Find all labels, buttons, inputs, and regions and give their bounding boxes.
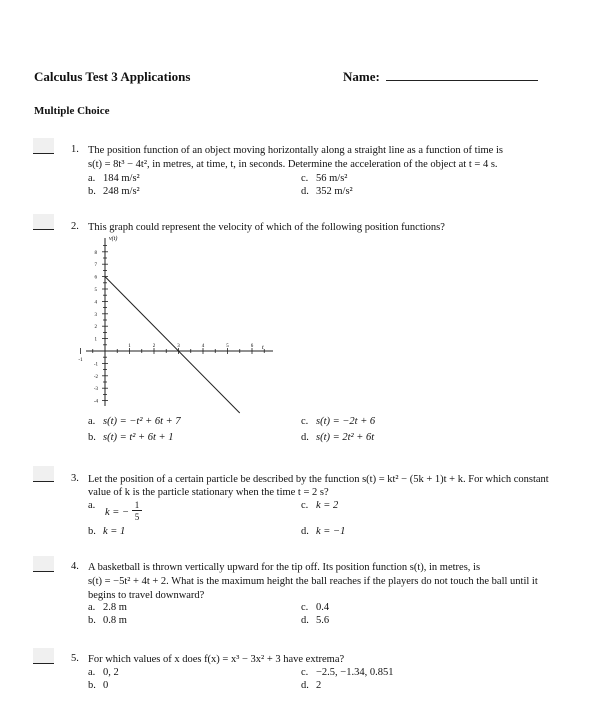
- option-text: s(t) = −t² + 6t + 7: [103, 416, 181, 427]
- section-title: Multiple Choice: [34, 105, 110, 117]
- option-letter: d.: [301, 615, 309, 626]
- option-d: [301, 615, 329, 626]
- y-tick-label: 8: [94, 250, 97, 256]
- option-b: [88, 432, 174, 443]
- x-tick-label: 3: [177, 344, 180, 349]
- option-letter: a.: [88, 416, 96, 427]
- option-text: k = −: [105, 507, 130, 518]
- x-tick-label: 5: [226, 344, 229, 349]
- option-letter: b.: [88, 680, 96, 691]
- option-letter: a.: [88, 667, 96, 678]
- question-text: The position function of an object moving horizontally along a straight line as a function of time is: [88, 145, 503, 156]
- x-tick-label: -1: [78, 358, 83, 363]
- option-text: k = 1: [103, 526, 126, 537]
- option-letter: a.: [88, 602, 96, 613]
- option-b: [88, 615, 127, 626]
- option-letter: c.: [301, 500, 309, 511]
- y-tick-label: -4: [93, 399, 98, 405]
- y-tick-label: 1: [94, 337, 97, 343]
- option-c: [301, 500, 338, 511]
- x-tick-label: 6: [250, 344, 254, 349]
- option-d: [301, 526, 345, 537]
- question-text: This graph could represent the velocity of which of the following position functions?: [88, 222, 445, 233]
- name-field[interactable]: [386, 80, 538, 81]
- answer-box-4[interactable]: [33, 556, 54, 572]
- y-tick-label: 4: [94, 300, 97, 306]
- x-tick-label: 4: [201, 344, 205, 349]
- y-tick-label: -2: [93, 374, 98, 380]
- question-number: 4.: [71, 561, 79, 572]
- y-tick-label: 6: [94, 275, 97, 281]
- option-c: [301, 667, 393, 678]
- option-text: 352 m/s²: [316, 186, 353, 197]
- option-text: 248 m/s²: [103, 186, 140, 197]
- option-letter: c.: [301, 602, 309, 613]
- x-tick-label: 1: [128, 344, 131, 349]
- y-tick-label: 2: [94, 325, 97, 331]
- fraction-numerator: 1: [132, 500, 142, 511]
- option-letter: d.: [301, 432, 309, 443]
- answer-box-2[interactable]: [33, 214, 54, 230]
- option-letter: a.: [88, 173, 96, 184]
- option-letter: c.: [301, 416, 309, 427]
- axis-ticks: [78, 246, 264, 405]
- option-letter: d.: [301, 680, 309, 691]
- y-tick-label: -3: [93, 387, 98, 393]
- x-axis-label: t: [262, 345, 264, 351]
- option-text: 2.8 m: [103, 602, 127, 613]
- option-text: k = 2: [316, 500, 339, 511]
- option-text: 184 m/s²: [103, 173, 140, 184]
- velocity-line: [105, 277, 240, 413]
- option-b: [88, 680, 108, 691]
- option-c: [301, 602, 329, 613]
- answer-box-5[interactable]: [33, 648, 54, 664]
- velocity-graph: [80, 232, 280, 412]
- question-number: 1.: [71, 144, 79, 155]
- option-a: [88, 667, 119, 678]
- option-a: [88, 602, 127, 613]
- question-text: s(t) = −5t² + 4t + 2. What is the maximum height the ball reaches if the players do not touch the ball until it: [88, 576, 538, 587]
- option-a: [88, 500, 140, 522]
- answer-box-3[interactable]: [33, 466, 54, 482]
- fraction-denominator: 5: [134, 512, 140, 522]
- option-letter: d.: [301, 186, 309, 197]
- option-text: k = −1: [316, 526, 346, 537]
- option-text: s(t) = −2t + 6: [316, 416, 376, 427]
- option-c: [301, 173, 347, 184]
- y-axis-label: v(t): [109, 236, 118, 242]
- answer-box-1[interactable]: [33, 138, 54, 154]
- question-text: A basketball is thrown vertically upward for the tip off. Its position function s(t), in metres, is: [88, 562, 481, 573]
- option-text: 0: [103, 680, 109, 691]
- option-text: 56 m/s²: [316, 173, 348, 184]
- option-text: −2.5, −1.34, 0.851: [316, 667, 394, 678]
- option-letter: b.: [88, 526, 96, 537]
- option-letter: b.: [88, 186, 96, 197]
- question-text: s(t) = 8t³ − 4t², in metres, at time, t, in seconds. Determine the acceleration of the object at t = 4 s.: [88, 159, 498, 170]
- x-tick-label: 2: [152, 344, 156, 349]
- option-letter: c.: [301, 173, 309, 184]
- option-letter: b.: [88, 432, 96, 443]
- option-b: [88, 526, 125, 537]
- question-number: 3.: [71, 473, 79, 484]
- name-label: Name:: [343, 69, 380, 84]
- option-text: 0.8 m: [103, 615, 127, 626]
- y-tick-label: -1: [93, 362, 98, 368]
- y-tick-label: 5: [94, 288, 97, 293]
- option-d: [301, 680, 321, 691]
- option-text: s(t) = 2t² + 6t: [316, 432, 375, 443]
- option-letter: c.: [301, 667, 309, 678]
- question-text: begins to travel downward?: [88, 590, 205, 601]
- option-letter: b.: [88, 615, 96, 626]
- question-text: Let the position of a certain particle be described by the function s(t) = kt² − (5k + 1)t + k. For which constant: [88, 474, 549, 485]
- option-letter: d.: [301, 526, 309, 537]
- option-text: 5.6: [316, 615, 330, 626]
- option-b: [88, 186, 140, 197]
- page-title: Calculus Test 3 Applications: [34, 69, 191, 84]
- option-text: 0.4: [316, 602, 330, 613]
- option-d: [301, 432, 374, 443]
- option-text: s(t) = t² + 6t + 1: [103, 432, 174, 443]
- question-number: 2.: [71, 221, 79, 232]
- question-number: 5.: [71, 653, 79, 664]
- option-a: [88, 173, 140, 184]
- y-tick-label: 3: [94, 312, 97, 318]
- option-letter: a.: [88, 500, 96, 511]
- question-text: value of k is the particle stationary when the time t = 2 s?: [88, 487, 329, 498]
- option-text: 0, 2: [103, 667, 119, 678]
- option-text: 2: [316, 680, 322, 691]
- question-text: For which values of x does f(x) = x³ − 3x² + 3 have extrema?: [88, 654, 345, 665]
- option-d: [301, 186, 353, 197]
- option-a: [88, 416, 181, 427]
- y-tick-label: 7: [94, 263, 97, 269]
- option-c: [301, 416, 375, 427]
